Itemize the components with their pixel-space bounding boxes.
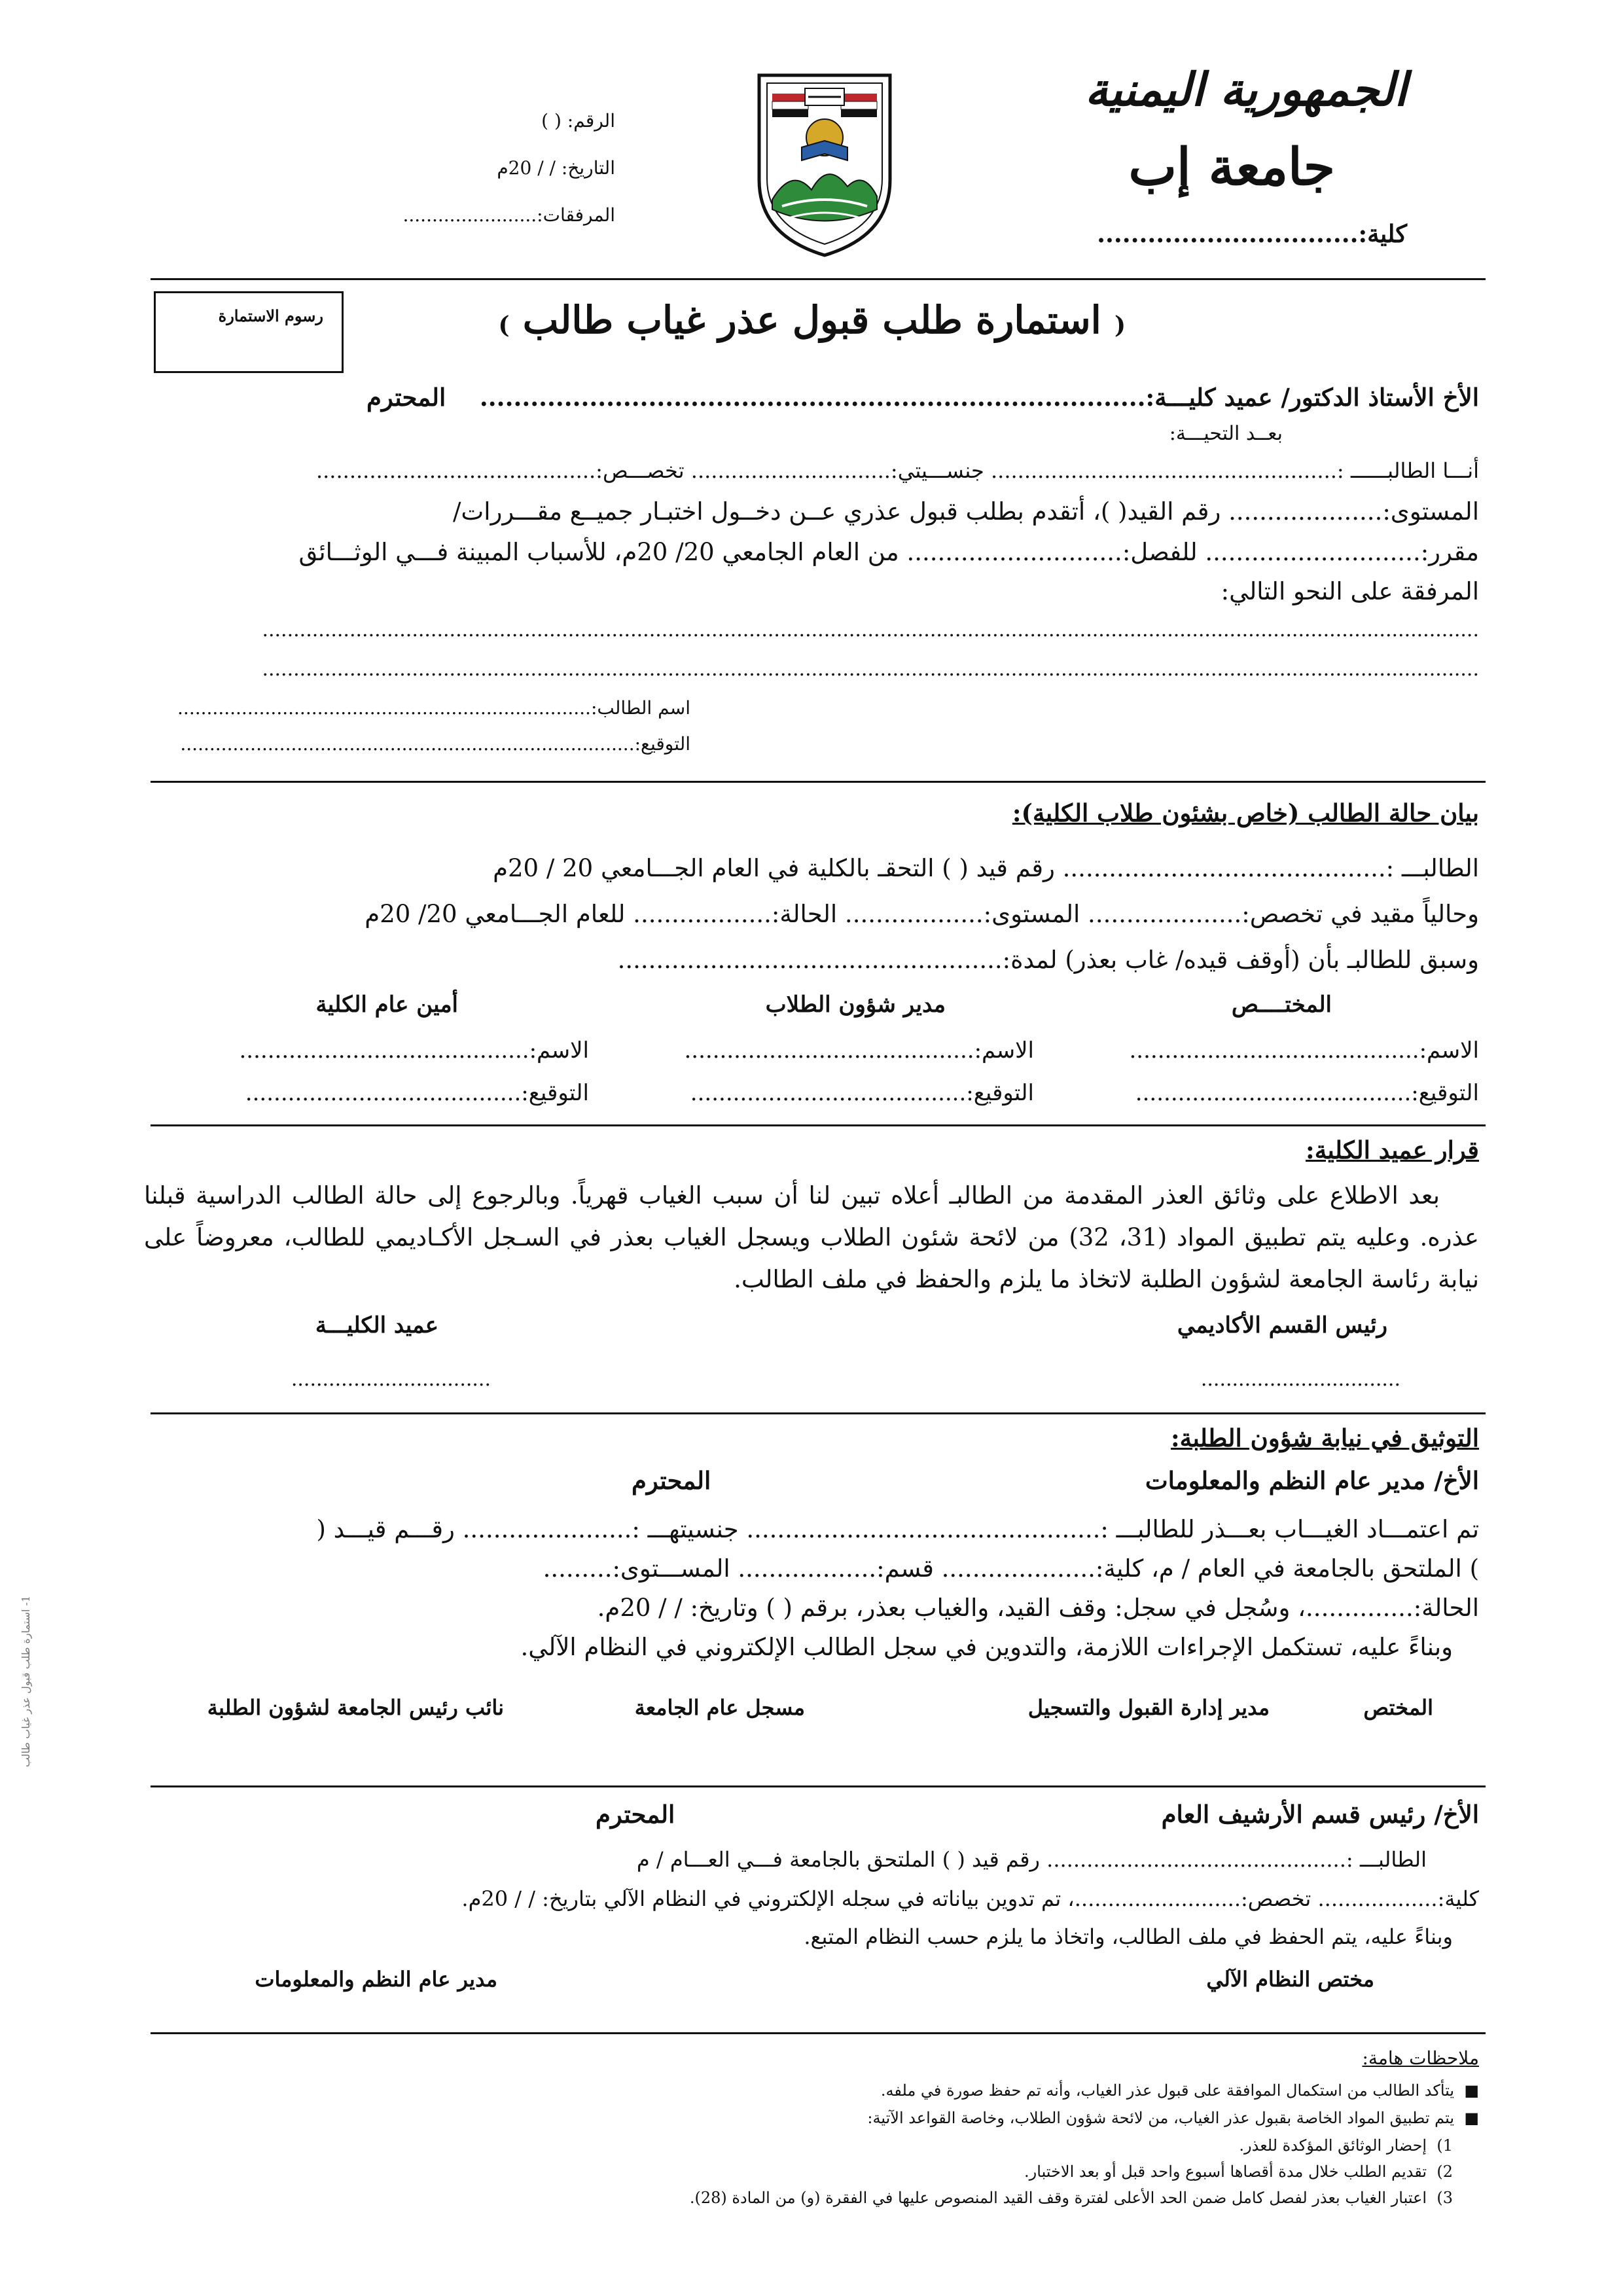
note-numbered-2 (1024, 2162, 1453, 2181)
attest-sig-specialist: المختص (1363, 1695, 1433, 1720)
university-logo (753, 69, 897, 259)
student-signature-field: التوقيع:.............................................................................. (180, 733, 690, 755)
note-bullet-2 (867, 2109, 1479, 2127)
request-line-4: المرفقة على النحو التالي: (1221, 577, 1479, 605)
note-numbered-text: تقديم الطلب خلال مدة أقصاها أسبوع واحد قبل أو بعد الاختبار. (1024, 2162, 1427, 2181)
head-of-department-sign-dots: ................................ (1200, 1368, 1400, 1391)
archive-line-3: وبناءً عليه، يتم الحفظ في ملف الطالب، واتخاذ ما يلزم حسب النظام المتبع. (804, 1924, 1453, 1949)
dean-decision-heading: قرار عميد الكلية: (1306, 1136, 1479, 1164)
college-field: كلية:............................... (1097, 219, 1407, 248)
attestation-respected: المحترم (632, 1466, 711, 1495)
attest-sig-admission-director: مدير إدارة القبول والتسجيل (1027, 1695, 1270, 1720)
addressee-dean: الأخ الأستاذ الدكتور/ عميد كليـــة:............................................................................... (479, 383, 1479, 412)
status-name-3: الاسم:......................................... (239, 1037, 589, 1064)
note-bullet-text: يتم تطبيق المواد الخاصة بقبول عذر الغياب، من لائحة شؤون الطلاب، وخاصة القواعد الآتية: (867, 2109, 1455, 2127)
note-numbered-text: إحضار الوثائق المؤكدة للعذر. (1239, 2136, 1427, 2155)
title-paren-right: ( (1114, 312, 1126, 339)
reasons-dots-2: ................................................................................................................................................................................................... (262, 658, 1479, 681)
dean-title: عميد الكليـــة (315, 1312, 438, 1338)
republic-heading: الجمهورية اليمنية (1084, 62, 1407, 117)
notes-heading: ملاحظات هامة: (1362, 2047, 1479, 2069)
fees-box-label: رسوم الاستمارة (218, 306, 323, 325)
attestation-line-4: وبناءً عليه، تستكمل الإجراءات اللازمة، والتدوين في سجل الطالب الإلكتروني في النظام الآلي. (520, 1633, 1453, 1661)
header-divider (151, 278, 1486, 280)
request-line-1: أنـــا الطالبــــــ :.................................................... جنســـيتي:.............................. تخصـــص:.......................................... (315, 458, 1479, 483)
status-sig-3: التوقيع:....................................... (245, 1080, 589, 1106)
dean-sign-dots: ................................ (291, 1368, 491, 1391)
side-form-code: 1- استمارة طلب قبول عذر غياب طالب (20, 1595, 32, 1767)
archive-sig-system-specialist: مختص النظام الآلي (1206, 1967, 1374, 1992)
request-line-2: المستوى:.................... رقم القيد( )، أتقدم بطلب قبول عذري عــن دخــول اختبـار جميــع مقـــررات/ (452, 497, 1479, 526)
status-sig-title-student-affairs: مدير شؤون الطلاب (765, 992, 946, 1018)
attestation-line-2: ) الملتحق بالجامعة في العام / م، كلية:.................... قسم:.................. المســـتوى:......... (543, 1554, 1479, 1583)
note-numbered-3 (690, 2189, 1453, 2207)
university-emblem-icon (753, 69, 897, 259)
section-divider-5 (151, 2032, 1486, 2034)
archive-respected: المحترم (596, 1800, 675, 1829)
date-field: التاريخ: / / 20م (497, 157, 615, 179)
status-sig-2: التوقيع:....................................... (690, 1080, 1034, 1106)
attestation-heading: التوثيق في نيابة شؤون الطلبة: (1170, 1424, 1479, 1452)
fees-box (154, 291, 344, 373)
title-text: استمارة طلب قبول عذر غياب طالب (522, 298, 1101, 342)
section-divider-2 (151, 1124, 1486, 1126)
attest-sig-vice-president: نائب رئيس الجامعة لشؤون الطلبة (207, 1695, 504, 1720)
note-number: 1) (1436, 2136, 1453, 2155)
university-name: جامعة إب (1128, 137, 1335, 197)
status-line-3: وسبق للطالبـ بأن (أوقف قيده/ غاب بعذر) لمدة:.................................................. (617, 946, 1479, 974)
status-name-2: الاسم:......................................... (684, 1037, 1034, 1064)
head-of-department-title: رئيس القسم الأكاديمي (1177, 1312, 1387, 1338)
archive-line-2: كلية:.................. تخصص:.........................، تم تدوين بياناته في سجله الإلكتروني في النظام الآلي بتاريخ: / / 20م. (461, 1886, 1479, 1911)
archive-addressee: الأخ/ رئيس قسم الأرشيف العام (1161, 1800, 1479, 1829)
status-sig-title-specialist: المختــــص (1231, 992, 1332, 1018)
reasons-dots-1: ................................................................................................................................................................................................... (262, 619, 1479, 641)
status-sig-title-secretary: أمين عام الكلية (315, 992, 458, 1018)
attest-sig-registrar: مسجل عام الجامعة (634, 1695, 805, 1720)
attestation-addressee: الأخ/ مدير عام النظم والمعلومات (1145, 1466, 1479, 1495)
status-line-2: وحالياً مقيد في تخصص:.................... المستوى:.................. الحالة:.................. للعام الجـــامعي 20/ 20م (365, 900, 1479, 928)
status-heading: بيان حالة الطالب (خاص بشئون طلاب الكلية): (1012, 798, 1479, 827)
attestation-line-3: الحالة:..............، وسُجل في سجل: وقف القيد، والغياب بعذر، برقم ( ) وتاريخ: / / 20م. (597, 1594, 1479, 1622)
attestation-line-1: تم اعتمـــاد الغيـــاب بعـــذر للطالبـــ :.............................................. جنسيتهـــ :...................... رقـــم قيـــد ( (316, 1515, 1479, 1543)
status-sig-1: التوقيع:....................................... (1135, 1080, 1479, 1106)
section-divider-1 (151, 781, 1486, 783)
archive-line-1: الطالبـــ :............................................. رقم قيد ( ) الملتحق بالجامعة فـــي العـــام / م (636, 1847, 1427, 1872)
note-number: 2) (1436, 2162, 1453, 2181)
bullet-icon: ■ (1454, 2109, 1479, 2127)
note-bullet-1 (881, 2081, 1479, 2100)
dean-decision-body: بعد الاطلاع على وثائق العذر المقدمة من الطالبـ أعلاه تبين لنا أن سبب الغياب قهرياً. وبالرجوع إلى حالة الطالب الدراسية قبلنا عذره. وعليه يتم تطبيق المواد (31، 32) من لائحة شئون الطلاب ويسجل الغياب بعذر في السـجل الأكـاديمي للطالب، معروضاً على نيابة رئاسة الجامعة لشؤون الطلبة لاتخاذ ما يلزم والحفظ في ملف الطالب. (144, 1181, 1479, 1293)
archive-sig-systems-director: مدير عام النظم والمعلومات (255, 1967, 497, 1992)
reference-number: الرقم: ( ) (541, 110, 615, 132)
bullet-icon: ■ (1454, 2081, 1479, 2100)
greeting: بعــد التحيـــة: (1169, 422, 1283, 445)
note-bullet-text: يتأكد الطالب من استكمال الموافقة على قبول عذر الغياب، وأنه تم حفظ صورة في ملفه. (880, 2081, 1455, 2100)
status-line-1: الطالبـــ :.......................................... رقم قيد ( ) التحقـ بالكلية في العام الجـــامعي 20 / 20م (493, 854, 1479, 882)
attachments-field: المرفقات:....................... (402, 204, 615, 226)
note-numbered-1 (1239, 2136, 1453, 2155)
section-divider-3 (151, 1412, 1486, 1414)
title-paren-left: ) (498, 312, 510, 339)
section-divider-4 (151, 1785, 1486, 1787)
request-line-3: مقرر:............................ للفصل:............................ من العام الجامعي 20/ 20م، للأسباب المبينة فـــي الوثـــائق (298, 538, 1479, 566)
student-name-field: اسم الطالب:....................................................................... (177, 697, 690, 719)
form-title (498, 298, 1126, 342)
status-name-1: الاسم:......................................... (1129, 1037, 1479, 1064)
respected-label: المحترم (366, 383, 446, 412)
note-numbered-text: اعتبار الغياب بعذر لفصل كامل ضمن الحد الأعلى لفترة وقف القيد المنصوص عليها في الفقرة (و) من المادة (28). (689, 2189, 1427, 2207)
note-number: 3) (1436, 2189, 1453, 2207)
